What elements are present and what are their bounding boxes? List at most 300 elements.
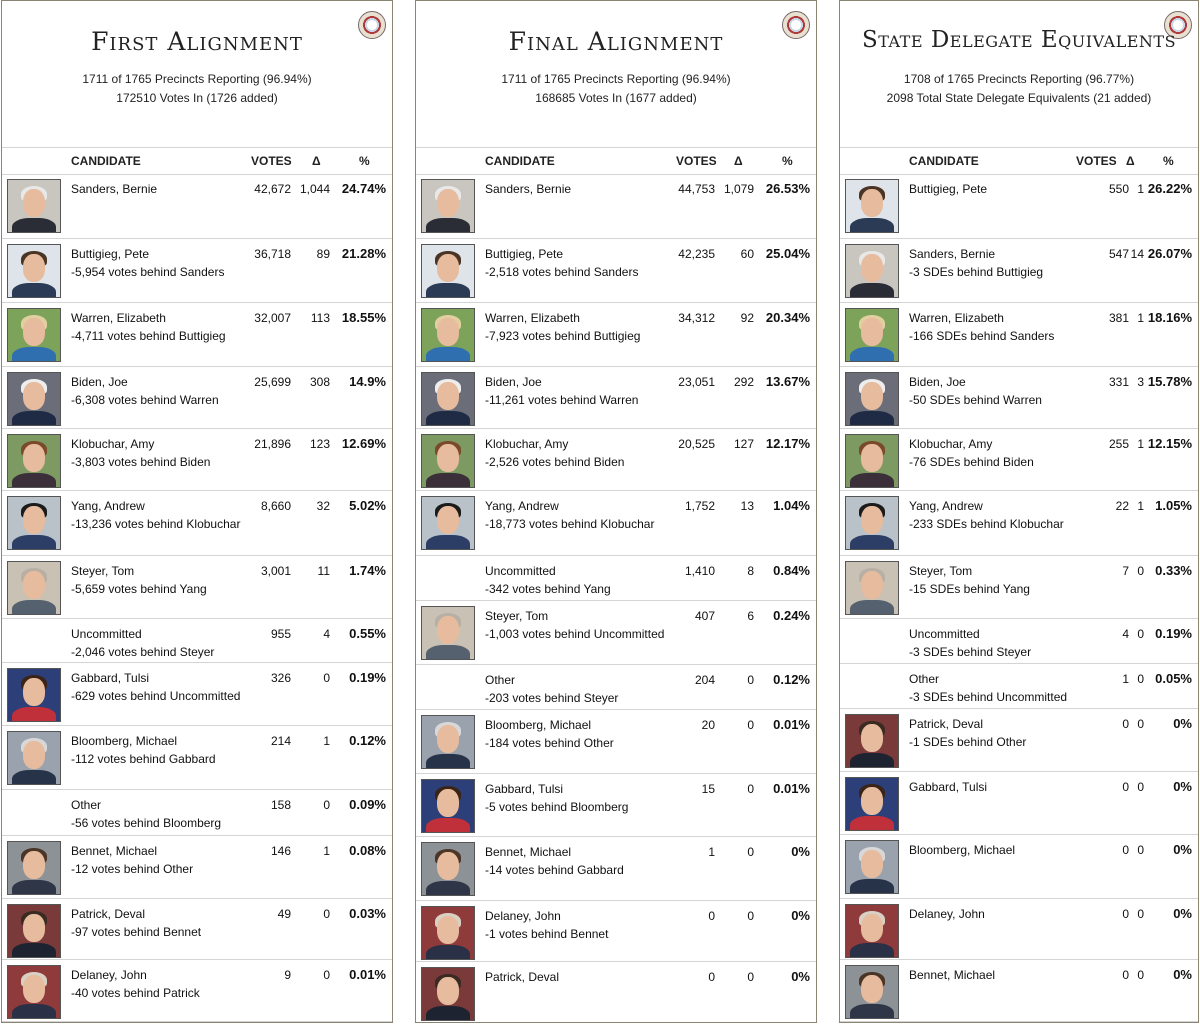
table-row[interactable] xyxy=(2,367,392,429)
votes-value: 158 xyxy=(270,798,291,812)
percent-value: 24.74% xyxy=(341,181,386,196)
candidate-photo xyxy=(845,714,899,768)
candidate-margin: -76 SDEs behind Biden xyxy=(909,455,1034,469)
column-header-candidate[interactable]: CANDIDATE xyxy=(909,154,979,168)
photo-shoulders xyxy=(850,218,894,233)
photo-shoulders xyxy=(12,943,56,958)
percent-value: 15.78% xyxy=(1147,374,1192,389)
percent-value: 26.22% xyxy=(1147,181,1192,196)
column-header-delta[interactable]: Δ xyxy=(1126,154,1135,168)
candidate-margin: -6,308 votes behind Warren xyxy=(71,393,219,407)
candidate-margin: -13,236 votes behind Klobuchar xyxy=(71,517,241,531)
votes-value: 34,312 xyxy=(678,311,715,325)
delta-value: 3 xyxy=(1137,375,1144,389)
delta-value: 0 xyxy=(1137,627,1144,641)
table-row[interactable] xyxy=(2,556,392,619)
candidate-name: Bloomberg, Michael xyxy=(485,718,592,732)
candidate-margin: -3 SDEs behind Steyer xyxy=(909,645,1032,659)
photo-shoulders xyxy=(850,753,894,768)
candidate-photo xyxy=(845,904,899,958)
photo-shoulders xyxy=(850,816,894,831)
candidate-photo xyxy=(845,244,899,298)
total-summary: 168685 Votes In (1677 added) xyxy=(535,91,697,105)
state-delegate-equivalents-panel xyxy=(839,0,1199,1023)
candidate-name: Klobuchar, Amy xyxy=(71,437,155,451)
photo-face xyxy=(23,571,45,599)
percent-value: 12.15% xyxy=(1147,436,1192,451)
candidate-name: Biden, Joe xyxy=(71,375,128,389)
votes-value: 42,672 xyxy=(254,182,291,196)
delta-value: 0 xyxy=(1137,717,1144,731)
photo-face xyxy=(861,787,883,815)
candidate-photo xyxy=(421,496,475,550)
table-row[interactable] xyxy=(840,664,1198,709)
percent-value: 0% xyxy=(1173,967,1192,982)
table-row[interactable] xyxy=(2,836,392,899)
photo-face xyxy=(437,506,459,534)
table-row[interactable] xyxy=(2,239,392,303)
percent-value: 13.67% xyxy=(765,374,810,389)
candidate-margin: -18,773 votes behind Klobuchar xyxy=(485,517,655,531)
table-row[interactable] xyxy=(840,709,1198,772)
photo-shoulders xyxy=(12,218,56,233)
photo-face xyxy=(861,914,883,942)
precincts-reporting: 1711 of 1765 Precincts Reporting (96.94%) xyxy=(501,72,731,86)
table-row[interactable] xyxy=(2,899,392,960)
votes-value: 0 xyxy=(1122,907,1129,921)
table-row[interactable] xyxy=(840,174,1198,239)
candidate-photo xyxy=(421,906,475,960)
delta-value: 1,079 xyxy=(723,182,754,196)
percent-value: 0.55% xyxy=(349,626,386,641)
candidate-name: Patrick, Deval xyxy=(485,970,560,984)
candidate-photo xyxy=(7,372,61,426)
percent-value: 12.17% xyxy=(765,436,810,451)
votes-value: 381 xyxy=(1108,311,1129,325)
table-row[interactable] xyxy=(840,619,1198,664)
candidate-margin: -3,803 votes behind Biden xyxy=(71,455,211,469)
table-row[interactable] xyxy=(840,303,1198,367)
candidate-name: Steyer, Tom xyxy=(71,564,135,578)
candidate-margin: -5,659 votes behind Yang xyxy=(71,582,207,596)
candidate-margin: -2,046 votes behind Steyer xyxy=(71,645,215,659)
delta-value: 1,044 xyxy=(299,182,330,196)
candidate-photo xyxy=(421,779,475,833)
photo-shoulders xyxy=(850,600,894,615)
percent-value: 0.24% xyxy=(773,608,810,623)
candidate-margin: -50 SDEs behind Warren xyxy=(909,393,1042,407)
photo-shoulders xyxy=(850,535,894,550)
candidate-photo xyxy=(7,668,61,722)
photo-shoulders xyxy=(850,411,894,426)
photo-face xyxy=(23,254,45,282)
candidate-photo xyxy=(7,904,61,958)
photo-face xyxy=(23,975,45,1003)
percent-value: 21.28% xyxy=(341,246,386,261)
candidate-name: Buttigieg, Pete xyxy=(485,247,564,261)
panel-title: First Alignment xyxy=(91,27,303,56)
table-row[interactable] xyxy=(2,726,392,790)
candidate-margin: -203 votes behind Steyer xyxy=(485,691,619,705)
candidate-photo xyxy=(845,434,899,488)
photo-face xyxy=(437,789,459,817)
percent-value: 0.01% xyxy=(773,781,810,796)
photo-face xyxy=(437,444,459,472)
photo-shoulders xyxy=(426,535,470,550)
delta-value: 32 xyxy=(316,499,330,513)
percent-value: 18.55% xyxy=(341,310,386,325)
candidate-photo xyxy=(421,842,475,896)
candidate-name: Buttigieg, Pete xyxy=(909,182,988,196)
votes-value: 36,718 xyxy=(254,247,291,261)
percent-value: 0% xyxy=(1173,716,1192,731)
column-header-candidate[interactable]: CANDIDATE xyxy=(485,154,555,168)
votes-value: 0 xyxy=(1122,843,1129,857)
candidate-name: Steyer, Tom xyxy=(485,609,549,623)
candidate-margin: -2,526 votes behind Biden xyxy=(485,455,625,469)
candidate-margin: -112 votes behind Gabbard xyxy=(71,752,216,766)
votes-value: 326 xyxy=(270,671,291,685)
candidate-name: Bennet, Michael xyxy=(71,844,158,858)
table-row[interactable] xyxy=(2,429,392,491)
votes-value: 1,752 xyxy=(684,499,715,513)
candidate-margin: -5 votes behind Bloomberg xyxy=(485,800,629,814)
candidate-name: Bennet, Michael xyxy=(909,968,996,982)
candidate-photo xyxy=(845,308,899,362)
table-row[interactable] xyxy=(416,303,816,367)
votes-value: 20,525 xyxy=(678,437,715,451)
votes-value: 15 xyxy=(701,782,715,796)
candidate-name: Warren, Elizabeth xyxy=(485,311,580,325)
table-row[interactable] xyxy=(416,491,816,556)
candidate-name: Gabbard, Tulsi xyxy=(71,671,150,685)
delta-value: 1 xyxy=(1137,182,1144,196)
candidate-margin: -1 SDEs behind Other xyxy=(909,735,1027,749)
candidate-photo xyxy=(7,308,61,362)
candidate-margin: -233 SDEs behind Klobuchar xyxy=(909,517,1064,531)
votes-value: 9 xyxy=(284,968,291,982)
percent-value: 0.01% xyxy=(773,717,810,732)
votes-value: 0 xyxy=(708,970,715,984)
column-header-percent[interactable]: % xyxy=(359,154,370,168)
photo-shoulders xyxy=(850,879,894,894)
percent-value: 0.08% xyxy=(349,843,386,858)
photo-face xyxy=(23,444,45,472)
candidate-name: Delaney, John xyxy=(909,907,985,921)
candidate-name: Uncommitted xyxy=(485,564,556,578)
photo-shoulders xyxy=(12,535,56,550)
photo-shoulders xyxy=(12,283,56,298)
photo-shoulders xyxy=(12,600,56,615)
table-row[interactable] xyxy=(416,962,816,1023)
column-header-votes[interactable]: VOTES xyxy=(1076,154,1117,168)
percent-value: 0.05% xyxy=(1155,671,1192,686)
photo-shoulders xyxy=(426,945,470,960)
candidate-name: Yang, Andrew xyxy=(71,499,145,513)
candidate-name: Bloomberg, Michael xyxy=(71,734,178,748)
total-summary: 2098 Total State Delegate Equivalents (21 added) xyxy=(886,91,1152,105)
table-row[interactable] xyxy=(840,960,1198,1022)
candidate-name: Delaney, John xyxy=(485,909,561,923)
photo-shoulders xyxy=(850,283,894,298)
photo-shoulders xyxy=(12,473,56,488)
candidate-name: Gabbard, Tulsi xyxy=(909,780,988,794)
photo-face xyxy=(437,318,459,346)
candidate-name: Sanders, Bernie xyxy=(71,182,158,196)
percent-value: 0.19% xyxy=(1155,626,1192,641)
table-row[interactable] xyxy=(416,174,816,239)
percent-value: 0% xyxy=(791,844,810,859)
candidate-photo xyxy=(421,244,475,298)
candidate-photo xyxy=(845,496,899,550)
votes-value: 0 xyxy=(1122,780,1129,794)
candidate-photo xyxy=(7,496,61,550)
candidate-photo xyxy=(845,561,899,615)
candidate-photo xyxy=(421,372,475,426)
candidate-name: Other xyxy=(909,672,940,686)
column-header-votes[interactable]: VOTES xyxy=(251,154,292,168)
votes-value: 7 xyxy=(1122,564,1129,578)
candidate-name: Yang, Andrew xyxy=(909,499,983,513)
candidate-margin: -4,711 votes behind Buttigieg xyxy=(71,329,226,343)
column-header-percent[interactable]: % xyxy=(1163,154,1174,168)
votes-value: 407 xyxy=(694,609,715,623)
delta-value: 0 xyxy=(1137,780,1144,794)
table-row[interactable] xyxy=(416,774,816,837)
candidate-margin: -1 votes behind Bennet xyxy=(485,927,609,941)
photo-face xyxy=(23,506,45,534)
delta-value: 1 xyxy=(323,734,330,748)
photo-face xyxy=(437,189,459,217)
table-row[interactable] xyxy=(416,556,816,601)
photo-shoulders xyxy=(426,754,470,769)
photo-face xyxy=(23,382,45,410)
table-row[interactable] xyxy=(840,491,1198,556)
first-alignment-panel xyxy=(1,0,393,1023)
delta-value: 0 xyxy=(1137,672,1144,686)
column-header-delta[interactable]: Δ xyxy=(734,154,743,168)
delta-value: 113 xyxy=(310,311,330,325)
candidate-name: Delaney, John xyxy=(71,968,147,982)
delta-value: 0 xyxy=(323,968,330,982)
candidate-margin: -3 SDEs behind Uncommitted xyxy=(909,690,1068,704)
candidate-margin: -56 votes behind Bloomberg xyxy=(71,816,222,830)
photo-shoulders xyxy=(426,818,470,833)
votes-value: 22 xyxy=(1115,499,1129,513)
percent-value: 0.12% xyxy=(773,672,810,687)
delta-value: 0 xyxy=(747,909,754,923)
table-row[interactable] xyxy=(416,601,816,665)
delta-value: 292 xyxy=(733,375,754,389)
delta-value: 0 xyxy=(747,673,754,687)
delta-value: 11 xyxy=(317,564,330,578)
photo-face xyxy=(861,506,883,534)
photo-face xyxy=(437,616,459,644)
column-header-delta[interactable]: Δ xyxy=(312,154,321,168)
table-row[interactable] xyxy=(840,367,1198,429)
photo-face xyxy=(437,725,459,753)
table-row[interactable] xyxy=(2,491,392,556)
photo-face xyxy=(437,916,459,944)
candidate-name: Other xyxy=(485,673,516,687)
table-row[interactable] xyxy=(2,960,392,1022)
percent-value: 0.19% xyxy=(349,670,386,685)
table-row[interactable] xyxy=(2,174,392,239)
delta-value: 6 xyxy=(747,609,754,623)
votes-value: 1 xyxy=(708,845,715,859)
candidate-margin: -5,954 votes behind Sanders xyxy=(71,265,225,279)
photo-shoulders xyxy=(850,347,894,362)
candidate-name: Buttigieg, Pete xyxy=(71,247,150,261)
votes-value: 255 xyxy=(1108,437,1129,451)
candidate-margin: -14 votes behind Gabbard xyxy=(485,863,624,877)
candidate-photo xyxy=(7,434,61,488)
photo-shoulders xyxy=(12,770,56,785)
candidate-name: Klobuchar, Amy xyxy=(485,437,569,451)
candidate-photo xyxy=(845,965,899,1019)
candidate-margin: -11,261 votes behind Warren xyxy=(485,393,639,407)
candidate-name: Steyer, Tom xyxy=(909,564,973,578)
percent-value: 1.74% xyxy=(349,563,386,578)
percent-value: 0% xyxy=(1173,842,1192,857)
table-row[interactable] xyxy=(2,663,392,726)
candidate-margin: -40 votes behind Patrick xyxy=(71,986,200,1000)
table-row[interactable] xyxy=(416,367,816,429)
votes-value: 3,001 xyxy=(260,564,291,578)
votes-value: 4 xyxy=(1122,627,1129,641)
percent-value: 0% xyxy=(791,908,810,923)
candidate-name: Warren, Elizabeth xyxy=(71,311,166,325)
votes-value: 1 xyxy=(1122,672,1129,686)
percent-value: 0.84% xyxy=(773,563,810,578)
column-header-percent[interactable]: % xyxy=(782,154,793,168)
candidate-name: Klobuchar, Amy xyxy=(909,437,993,451)
candidate-name: Bennet, Michael xyxy=(485,845,572,859)
percent-value: 0% xyxy=(1173,779,1192,794)
candidate-name: Yang, Andrew xyxy=(485,499,559,513)
panel-title: Final Alignment xyxy=(508,27,724,56)
candidate-photo xyxy=(421,606,475,660)
candidate-name: Bloomberg, Michael xyxy=(909,843,1016,857)
photo-shoulders xyxy=(12,707,56,722)
percent-value: 14.9% xyxy=(349,374,386,389)
delta-value: 4 xyxy=(323,627,330,641)
candidate-name: Biden, Joe xyxy=(485,375,542,389)
candidate-photo xyxy=(421,434,475,488)
candidate-photo xyxy=(7,841,61,895)
delta-value: 0 xyxy=(1137,843,1144,857)
precincts-reporting: 1711 of 1765 Precincts Reporting (96.94%) xyxy=(82,72,312,86)
photo-shoulders xyxy=(426,645,470,660)
photo-shoulders xyxy=(426,218,470,233)
table-row[interactable] xyxy=(840,772,1198,835)
candidate-margin: -2,518 votes behind Sanders xyxy=(485,265,639,279)
table-row[interactable] xyxy=(416,710,816,774)
table-row[interactable] xyxy=(416,429,816,491)
photo-shoulders xyxy=(12,347,56,362)
votes-value: 204 xyxy=(694,673,715,687)
candidate-photo xyxy=(421,308,475,362)
votes-value: 547 xyxy=(1108,247,1129,261)
table-row[interactable] xyxy=(840,899,1198,960)
table-row[interactable] xyxy=(416,837,816,901)
candidate-photo xyxy=(421,715,475,769)
votes-value: 0 xyxy=(1122,717,1129,731)
candidate-photo xyxy=(845,372,899,426)
candidate-margin: -15 SDEs behind Yang xyxy=(909,582,1030,596)
candidate-margin: -166 SDEs behind Sanders xyxy=(909,329,1055,343)
candidate-margin: -342 votes behind Yang xyxy=(485,582,611,596)
photo-shoulders xyxy=(426,881,470,896)
votes-value: 331 xyxy=(1108,375,1129,389)
table-row[interactable] xyxy=(840,835,1198,899)
table-row[interactable] xyxy=(840,429,1198,491)
table-row[interactable] xyxy=(840,556,1198,619)
delta-value: 0 xyxy=(1137,907,1144,921)
photo-face xyxy=(437,254,459,282)
table-row[interactable] xyxy=(416,665,816,710)
percent-value: 0.33% xyxy=(1155,563,1192,578)
photo-face xyxy=(23,318,45,346)
photo-face xyxy=(23,741,45,769)
votes-value: 20 xyxy=(701,718,715,732)
candidate-name: Uncommitted xyxy=(71,627,142,641)
votes-value: 146 xyxy=(270,844,291,858)
percent-value: 5.02% xyxy=(349,498,386,513)
photo-shoulders xyxy=(12,1004,56,1019)
votes-value: 21,896 xyxy=(254,437,291,451)
candidate-name: Patrick, Deval xyxy=(909,717,984,731)
percent-value: 20.34% xyxy=(765,310,810,325)
percent-value: 0.12% xyxy=(349,733,386,748)
candidate-margin: -629 votes behind Uncommitted xyxy=(71,689,241,703)
photo-face xyxy=(861,318,883,346)
percent-value: 0.09% xyxy=(349,797,386,812)
votes-value: 42,235 xyxy=(678,247,715,261)
percent-value: 1.04% xyxy=(773,498,810,513)
table-row[interactable] xyxy=(840,239,1198,303)
candidate-name: Sanders, Bernie xyxy=(485,182,572,196)
delta-value: 0 xyxy=(323,671,330,685)
photo-shoulders xyxy=(426,1006,470,1021)
candidate-photo xyxy=(421,967,475,1021)
votes-value: 214 xyxy=(270,734,291,748)
delta-value: 1 xyxy=(323,844,330,858)
delta-value: 308 xyxy=(309,375,330,389)
table-row[interactable] xyxy=(2,303,392,367)
table-header xyxy=(2,147,392,175)
table-row[interactable] xyxy=(2,790,392,836)
candidate-margin: -7,923 votes behind Buttigieg xyxy=(485,329,641,343)
delta-value: 0 xyxy=(747,970,754,984)
photo-face xyxy=(861,724,883,752)
delta-value: 0 xyxy=(323,798,330,812)
table-row[interactable] xyxy=(416,901,816,962)
delta-value: 13 xyxy=(740,499,754,513)
photo-face xyxy=(861,571,883,599)
column-header-candidate[interactable]: CANDIDATE xyxy=(71,154,141,168)
table-row[interactable] xyxy=(2,619,392,663)
candidate-name: Uncommitted xyxy=(909,627,980,641)
table-row[interactable] xyxy=(416,239,816,303)
delta-value: 60 xyxy=(740,247,754,261)
votes-value: 1,410 xyxy=(684,564,715,578)
column-header-votes[interactable]: VOTES xyxy=(676,154,717,168)
delta-value: 0 xyxy=(747,782,754,796)
candidate-photo xyxy=(845,777,899,831)
percent-value: 18.16% xyxy=(1147,310,1192,325)
photo-shoulders xyxy=(426,283,470,298)
